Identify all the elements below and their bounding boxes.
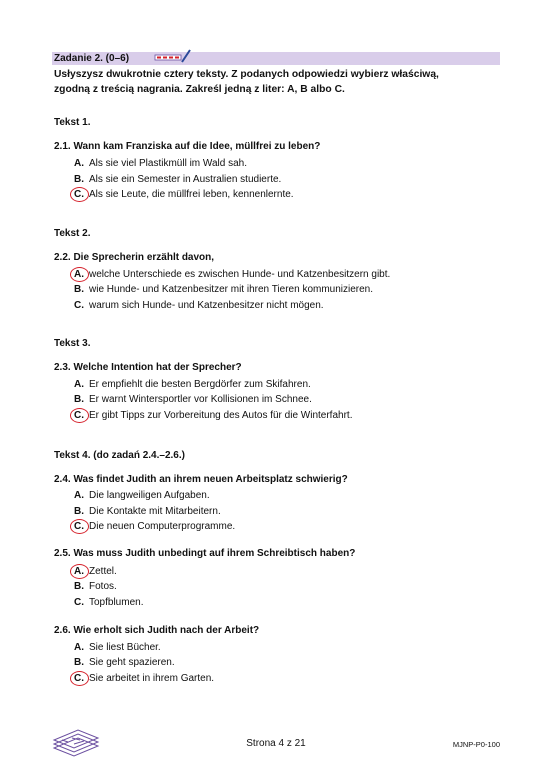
- option-2-6-b[interactable]: [74, 657, 175, 669]
- option-letter: A.: [74, 158, 84, 169]
- option-letter: B.: [74, 174, 84, 185]
- option-2-2-b[interactable]: [74, 284, 373, 296]
- option-2-1-c[interactable]: [74, 189, 294, 201]
- instruction-line-1: Usłyszysz dwukrotnie cztery teksty. Z podanych odpowiedzi wybierz właściwą,: [54, 69, 439, 80]
- question-2-5: 2.5. Was muss Judith unbedingt auf ihrem Schreibtisch haben?: [54, 548, 356, 559]
- answer-circle-2-3: [70, 408, 89, 423]
- option-2-5-c[interactable]: [74, 597, 143, 609]
- option-text: Die langweiligen Aufgaben.: [89, 490, 210, 501]
- option-text: warum sich Hunde- und Katzenbesitzer nicht mögen.: [89, 300, 324, 311]
- option-2-3-c[interactable]: [74, 410, 352, 422]
- option-text: Er empfiehlt die besten Bergdörfer zum Skifahren.: [89, 379, 311, 390]
- option-text: Er gibt Tipps zur Vorbereitung des Autos für die Winterfahrt.: [89, 410, 353, 421]
- option-text: Er warnt Wintersportler vor Kollisionen im Schnee.: [89, 394, 312, 405]
- option-text: Sie liest Bücher.: [89, 642, 161, 653]
- option-letter: A.: [74, 642, 84, 653]
- option-letter: C.: [74, 410, 84, 421]
- option-text: wie Hunde- und Katzenbesitzer mit ihren Tieren kommunizieren.: [89, 284, 374, 295]
- option-text: Sie arbeitet in ihrem Garten.: [89, 673, 215, 684]
- option-text: Sie geht spazieren.: [89, 657, 175, 668]
- task-instruction: [54, 67, 494, 97]
- option-2-1-a[interactable]: [74, 158, 247, 170]
- answer-circle-2-1: [70, 187, 89, 202]
- option-2-4-a[interactable]: [74, 490, 210, 502]
- option-text: Als sie ein Semester in Australien studierte.: [89, 174, 282, 185]
- option-letter: C.: [74, 673, 84, 684]
- option-letter: A.: [74, 379, 84, 390]
- question-2-2: 2.2. Die Sprecherin erzählt davon,: [54, 252, 215, 263]
- option-2-4-b[interactable]: [74, 506, 221, 518]
- answer-circle-2-6: [70, 671, 89, 686]
- option-2-6-c[interactable]: [74, 673, 214, 685]
- option-text: Als sie Leute, die müllfrei leben, kennenlernte.: [89, 189, 294, 200]
- page-number: Strona 4 z 21: [246, 738, 306, 749]
- option-letter: A.: [74, 269, 84, 280]
- answer-circle-2-4: [70, 519, 89, 534]
- option-letter: C.: [74, 189, 84, 200]
- text-heading-3: Tekst 3.: [54, 338, 91, 349]
- option-letter: B.: [74, 657, 84, 668]
- option-text: Fotos.: [89, 581, 117, 592]
- option-2-2-a[interactable]: [74, 269, 390, 281]
- question-2-1: 2.1. Wann kam Franziska auf die Idee, müllfrei zu leben?: [54, 141, 321, 152]
- question-2-4: 2.4. Was findet Judith an ihrem neuen Arbeitsplatz schwierig?: [54, 474, 348, 485]
- option-letter: B.: [74, 284, 84, 295]
- text-heading-2: Tekst 2.: [54, 228, 91, 239]
- option-text: Topfblumen.: [89, 597, 144, 608]
- answer-circle-2-5: [70, 564, 89, 579]
- option-2-4-c[interactable]: [74, 521, 235, 533]
- text-heading-4: Tekst 4. (do zadań 2.4.–2.6.): [54, 450, 185, 461]
- question-2-6: 2.6. Wie erholt sich Judith nach der Arbeit?: [54, 625, 260, 636]
- text-heading-1: Tekst 1.: [54, 117, 91, 128]
- option-2-3-b[interactable]: [74, 394, 312, 406]
- option-2-3-a[interactable]: [74, 379, 311, 391]
- option-letter: C.: [74, 521, 84, 532]
- option-letter: C.: [74, 597, 84, 608]
- option-letter: B.: [74, 394, 84, 405]
- instruction-line-2: zgodną z treścią nagrania. Zakreśl jedną z liter: A, B albo C.: [54, 84, 345, 95]
- option-letter: C.: [74, 300, 84, 311]
- option-text: Als sie viel Plastikmüll im Wald sah.: [89, 158, 248, 169]
- option-text: Die Kontakte mit Mitarbeitern.: [89, 506, 221, 517]
- answer-circle-2-2: [70, 267, 89, 282]
- option-letter: A.: [74, 566, 84, 577]
- option-text: Zettel.: [89, 566, 117, 577]
- question-2-3: 2.3. Welche Intention hat der Sprecher?: [54, 362, 242, 373]
- option-2-6-a[interactable]: [74, 642, 161, 654]
- option-letter: A.: [74, 490, 84, 501]
- option-letter: B.: [74, 506, 84, 517]
- option-2-2-c[interactable]: [74, 300, 324, 312]
- option-2-5-b[interactable]: [74, 581, 117, 593]
- exam-code: MJNP-P0-100: [452, 740, 500, 749]
- option-text: Die neuen Computerprogramme.: [89, 521, 236, 532]
- option-letter: B.: [74, 581, 84, 592]
- option-text: welche Unterschiede es zwischen Hunde- und Katzenbesitzern gibt.: [89, 269, 391, 280]
- option-2-1-b[interactable]: [74, 174, 281, 186]
- pencil-icon: [154, 48, 192, 66]
- task-title: Zadanie 2. (0–6): [54, 53, 130, 64]
